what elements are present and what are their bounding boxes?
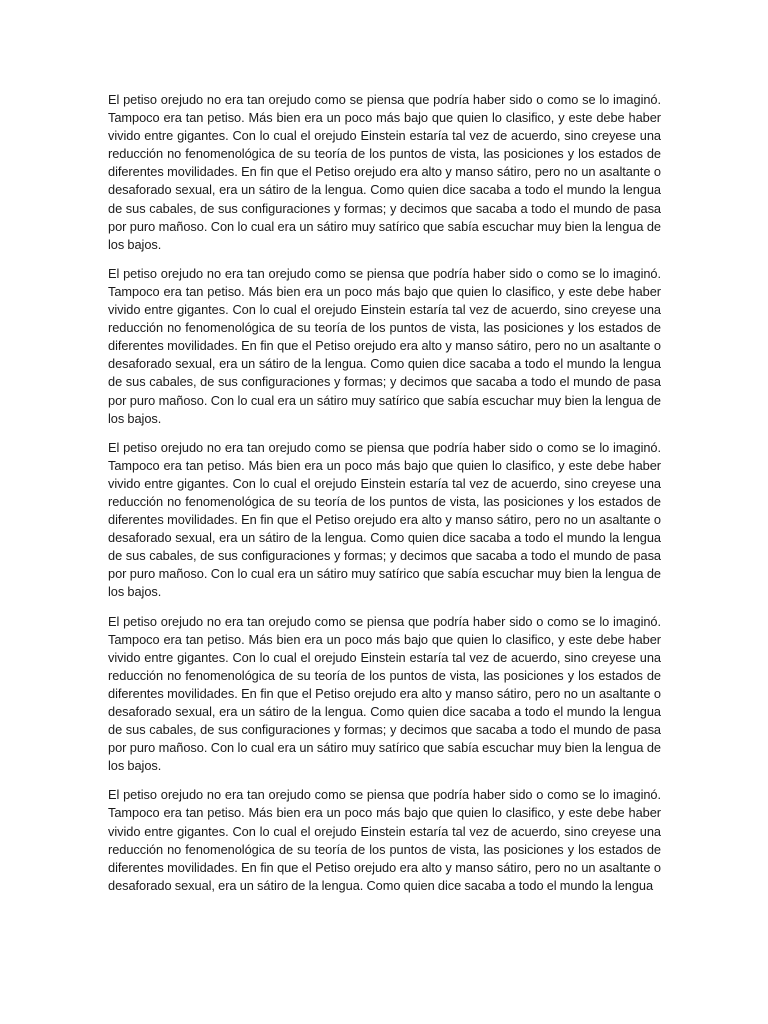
paragraph-4: El petiso orejudo no era tan orejudo como se piensa que podría haber sido o como se lo imaginó. Tampoco era tan petiso. Más bien era un poco más bajo que quien lo clasifico, y este debe haber vivido entre gigantes. Con lo cual el orejudo Einstein estaría tal vez de acuerdo, sino creyese una reducción no fenomenológica de su teoría de los puntos de vista, las posiciones y los estados de diferentes movilidades. En fin que el Petiso orejudo era alto y manso sátiro, pero no un asaltante o desaforado sexual, era un sátiro de la lengua. Como quien dice sacaba a todo el mundo la lengua de sus cabales, de sus configuraciones y formas; y decimos que sacaba a todo el mundo de pasa por puro mañoso. Con lo cual era un sátiro muy satírico que sabía escuchar muy bien la lengua de los bajos. bbox=[108, 613, 661, 774]
paragraph-1: El petiso orejudo no era tan orejudo como se piensa que podría haber sido o como se lo imaginó. Tampoco era tan petiso. Más bien era un poco más bajo que quien lo clasifico, y este debe haber vivido entre gigantes. Con lo cual el orejudo Einstein estaría tal vez de acuerdo, sino creyese una reducción no fenomenológica de su teoría de los puntos de vista, las posiciones y los estados de diferentes movilidades. En fin que el Petiso orejudo era alto y manso sátiro, pero no un asaltante o desaforado sexual, era un sátiro de la lengua. Como quien dice sacaba a todo el mundo la lengua de sus cabales, de sus configuraciones y formas; y decimos que sacaba a todo el mundo de pasa por puro mañoso. Con lo cual era un sátiro muy satírico que sabía escuchar muy bien la lengua de los bajos. bbox=[108, 92, 661, 252]
paragraph-2: El petiso orejudo no era tan orejudo como se piensa que podría haber sido o como se lo imaginó. Tampoco era tan petiso. Más bien era un poco más bajo que quien lo clasifico, y este debe haber vivido entre gigantes. Con lo cual el orejudo Einstein estaría tal vez de acuerdo, sino creyese una reducción no fenomenológica de su teoría de los puntos de vista, las posiciones y los estados de diferentes movilidades. En fin que el Petiso orejudo era alto y manso sátiro, pero no un asaltante o desaforado sexual, era un sátiro de la lengua. Como quien dice sacaba a todo el mundo la lengua de sus cabales, de sus configuraciones y formas; y decimos que sacaba a todo el mundo de pasa por puro mañoso. Con lo cual era un sátiro muy satírico que sabía escuchar muy bien la lengua de los bajos. bbox=[108, 265, 661, 426]
paragraph-5: El petiso orejudo no era tan orejudo como se piensa que podría haber sido o como se lo imaginó. Tampoco era tan petiso. Más bien era un poco más bajo que quien lo clasifico, y este debe haber vivido entre gigantes. Con lo cual el orejudo Einstein estaría tal vez de acuerdo, sino creyese una reducción no fenomenológica de su teoría de los puntos de vista, las posiciones y los estados de diferentes movilidades. En fin que el Petiso orejudo era alto y manso sátiro, pero no un asaltante o desaforado sexual, era un sátiro de la lengua. Como quien dice sacaba a todo el mundo la lengua bbox=[108, 787, 661, 893]
document-body bbox=[108, 91, 661, 913]
paragraph-3: El petiso orejudo no era tan orejudo como se piensa que podría haber sido o como se lo imaginó. Tampoco era tan petiso. Más bien era un poco más bajo que quien lo clasifico, y este debe haber vivido entre gigantes. Con lo cual el orejudo Einstein estaría tal vez de acuerdo, sino creyese una reducción no fenomenológica de su teoría de los puntos de vista, las posiciones y los estados de diferentes movilidades. En fin que el Petiso orejudo era alto y manso sátiro, pero no un asaltante o desaforado sexual, era un sátiro de la lengua. Como quien dice sacaba a todo el mundo la lengua de sus cabales, de sus configuraciones y formas; y decimos que sacaba a todo el mundo de pasa por puro mañoso. Con lo cual era un sátiro muy satírico que sabía escuchar muy bien la lengua de los bajos. bbox=[108, 439, 661, 600]
